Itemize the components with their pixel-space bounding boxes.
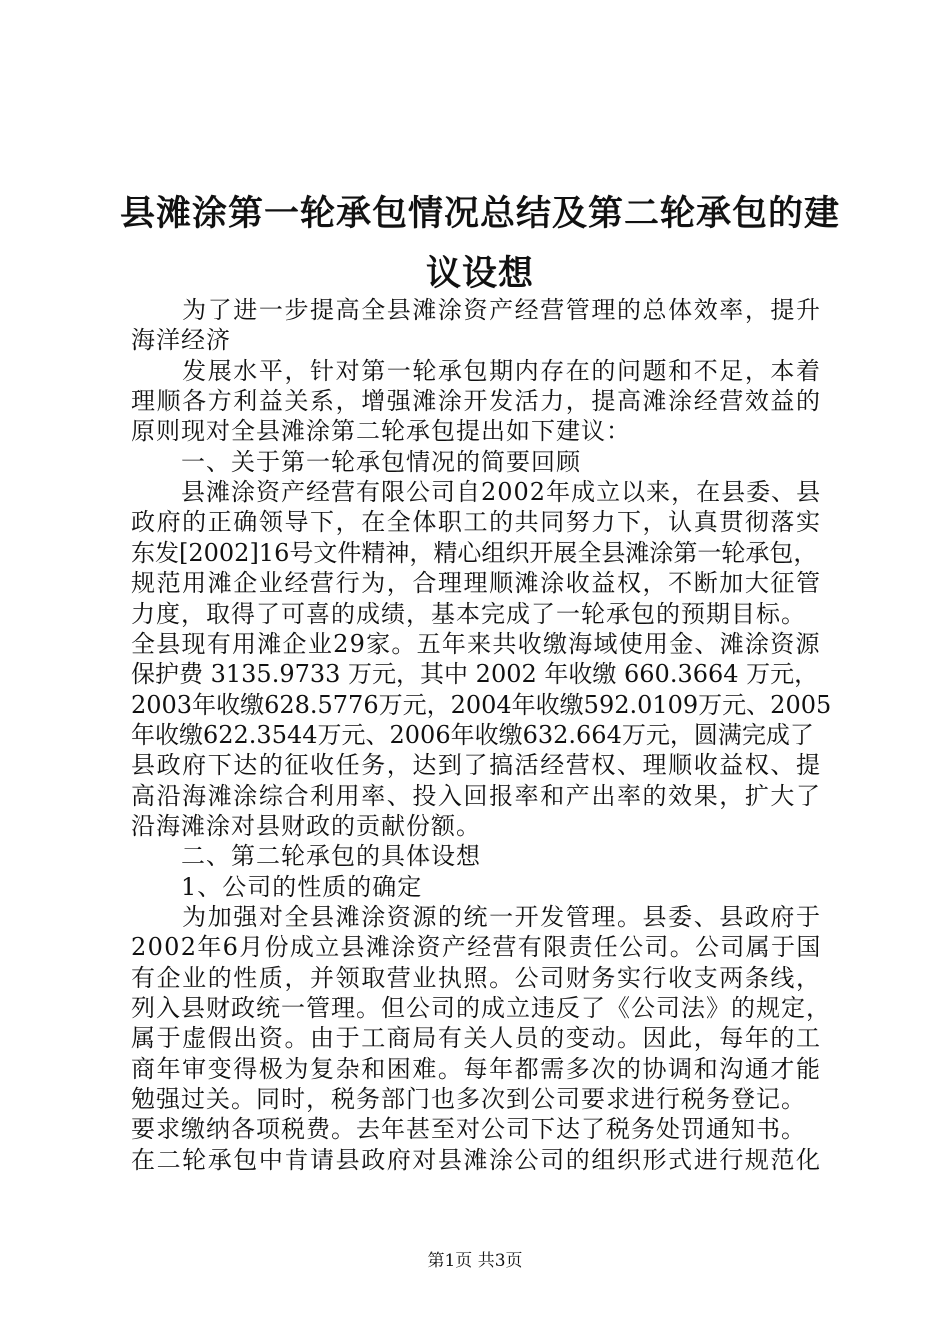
text-line: 一、关于第一轮承包情况的简要回顾: [131, 447, 581, 476]
text-line: 理顺各方利益关系，增强滩涂开发活力，提高滩涂经营效益的: [131, 387, 822, 416]
text-line: 2002年6月份成立县滩涂资产经营有限责任公司。公司属于国: [131, 933, 822, 962]
text-line: 2003年收缴628.5776万元，2004年收缴592.0109万元、2005: [131, 690, 832, 719]
text-line: 1、公司的性质的确定: [131, 872, 423, 901]
text-line: 发展水平，针对第一轮承包期内存在的问题和不足，本着: [131, 356, 822, 385]
text-line: 列入县财政统一管理。但公司的成立违反了《公司法》的规定，: [131, 994, 831, 1023]
text-line: 东发[2002]16号文件精神，精心组织开展全县滩涂第一轮承包，: [131, 538, 818, 567]
text-line: 勉强过关。同时，税务部门也多次到公司要求进行税务登记。: [131, 1085, 806, 1114]
text-line: 商年审变得极为复杂和困难。每年都需多次的协调和沟通才能: [131, 1054, 822, 1083]
text-line: 年收缴622.3544万元、2006年收缴632.664万元，圆满完成了: [131, 720, 814, 749]
text-line: 政府的正确领导下，在全体职工的共同努力下，认真贯彻落实: [131, 508, 822, 537]
page-footer: 第1页 共3页: [427, 1251, 523, 1271]
text-line: 县政府下达的征收任务，达到了搞活经营权、理顺收益权、提: [131, 751, 822, 780]
text-line: 沿海滩涂对县财政的贡献份额。: [131, 811, 481, 840]
text-line: 保护费 3135.9733 万元，其中 2002 年收缴 660.3664 万元，: [131, 660, 819, 689]
text-line: 为加强对全县滩涂资源的统一开发管理。县委、县政府于: [131, 903, 822, 931]
document-title-line-2: 议设想: [425, 254, 534, 294]
text-line: 属于虚假出资。由于工商局有关人员的变动。因此，每年的工: [131, 1024, 822, 1053]
text-line: 在二轮承包中肯请县政府对县滩涂公司的组织形式进行规范化: [131, 1145, 822, 1174]
text-line: 要求缴纳各项税费。去年甚至对公司下达了税务处罚通知书。: [131, 1115, 806, 1144]
text-line: 为了进一步提高全县滩涂资产经营管理的总体效率，提升: [131, 296, 822, 324]
text-line: 规范用滩企业经营行为，合理理顺滩涂收益权，不断加大征管: [131, 569, 822, 598]
text-line: 二、第二轮承包的具体设想: [131, 842, 481, 871]
text-line: 县滩涂资产经营有限公司自2002年成立以来，在县委、县: [131, 478, 822, 507]
text-line: 全县现有用滩企业29家。五年来共收缴海域使用金、滩涂资源: [131, 629, 821, 658]
text-line: 高沿海滩涂综合利用率、投入回报率和产出率的效果，扩大了: [131, 781, 822, 810]
text-line: 原则现对全县滩涂第二轮承包提出如下建议：: [131, 417, 631, 446]
text-line: 力度，取得了可喜的成绩，基本完成了一轮承包的预期目标。: [131, 599, 806, 628]
document-title-line-1: 县滩涂第一轮承包情况总结及第二轮承包的建: [120, 194, 841, 234]
text-line: 海洋经济: [131, 326, 231, 355]
text-line: 有企业的性质，并领取营业执照。公司财务实行收支两条线，: [131, 963, 822, 992]
